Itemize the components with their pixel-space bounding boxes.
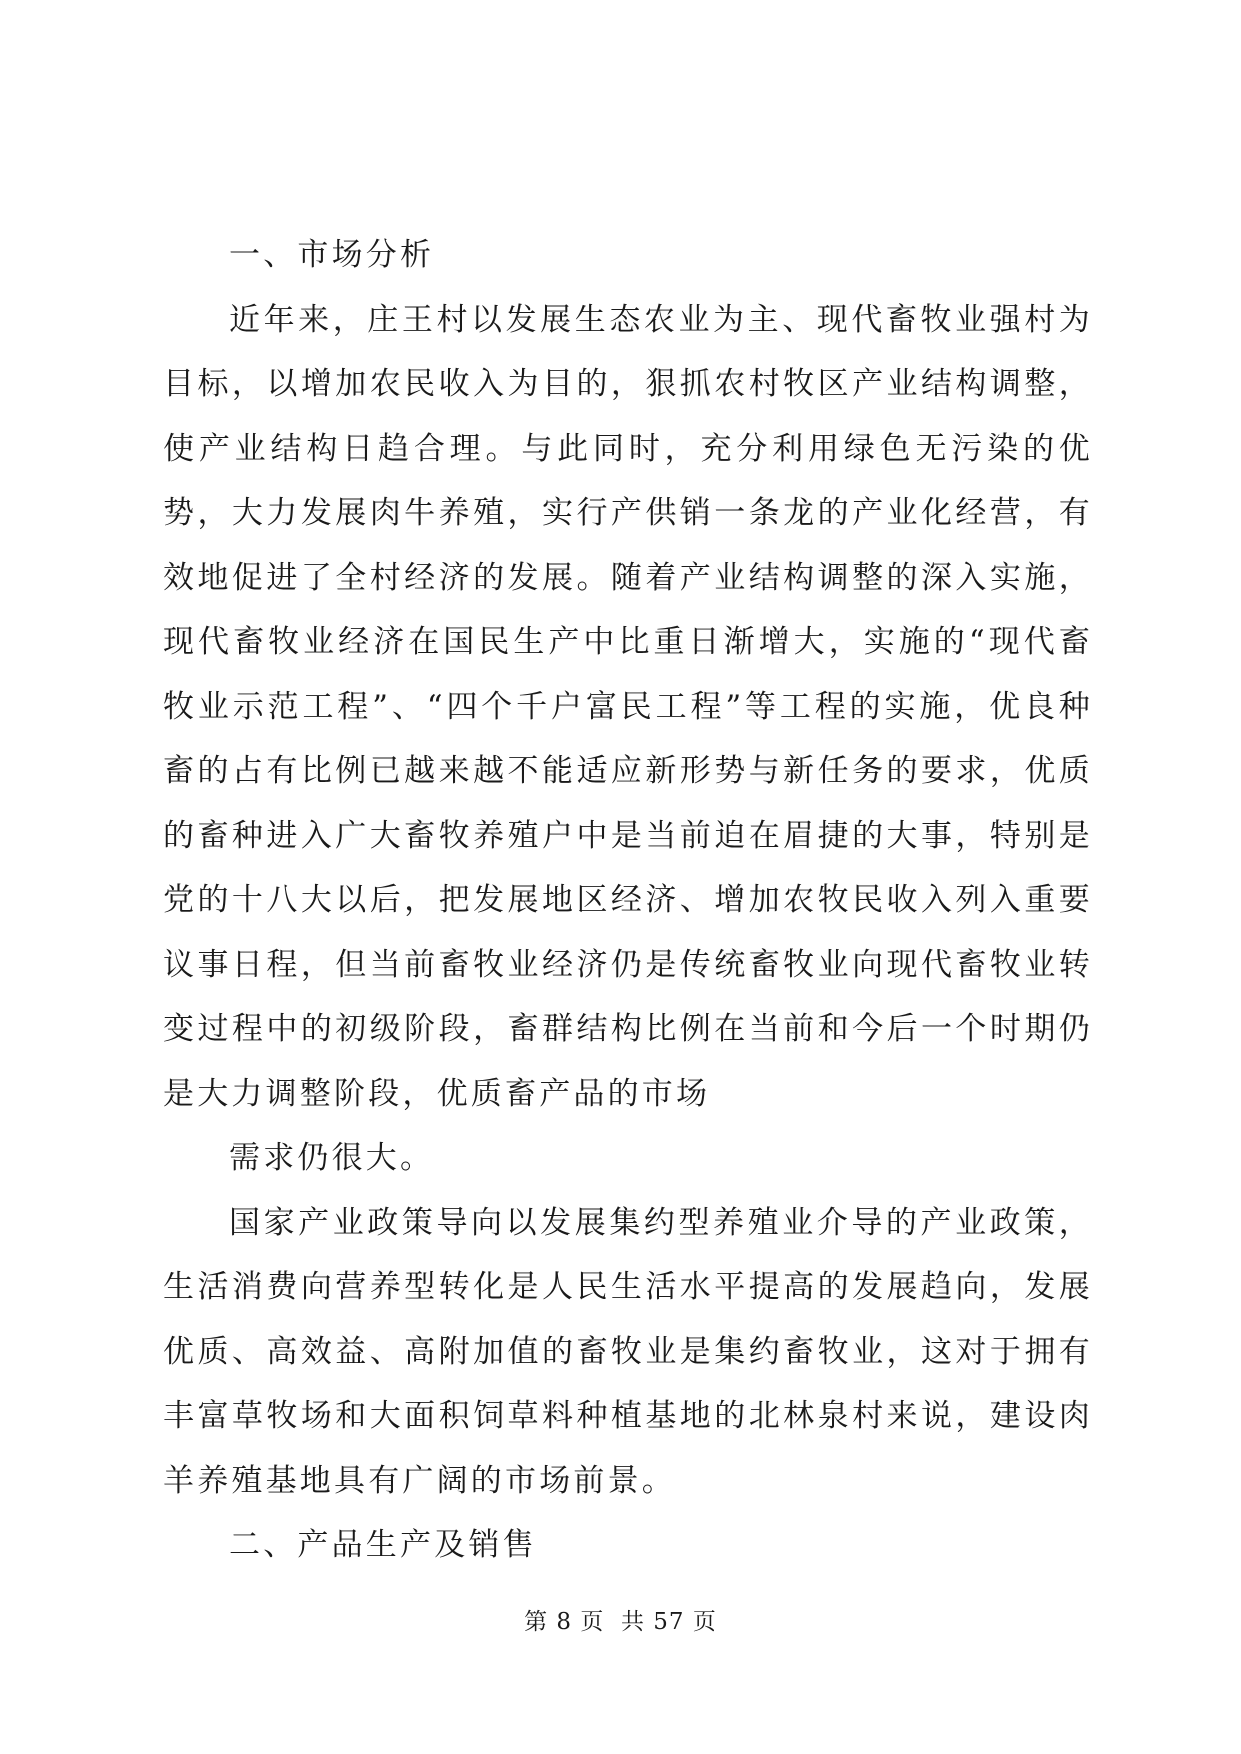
section-heading-market-analysis: 一、市场分析 xyxy=(229,237,435,273)
body-paragraph: 近年来，庄王村以发展生态农业为主、现代畜牧业强村为目标，以增加农民收入为目的，狠抓农村牧区产业结构调整，使产业结构日趋合理。与此同时，充分利用绿色无污染的优势，大力发展肉牛养殖，实行产供销一条龙的产业化经营，有效地促进了全村经济的发展。随着产业结构调整的深入实施，现代畜牧业经济在国民生产中比重日渐增大，实施的“现代畜牧业示范工程”、“四个千户富民工程”等工程的实施，优良种畜的占有比例已越来越不能适应新形势与新任务的要求，优质的畜种进入广大畜牧养殖户中是当前迫在眉捷的大事，特别是党的十八大以后，把发展地区经济、增加农牧民收入列入重要议事日程，但当前畜牧业经济仍是传统畜牧业向现代畜牧业转变过程中的初级阶段，畜群结构比例在当前和今后一个时期仍是大力调整阶段，优质畜产品的市场 xyxy=(163,301,1093,1112)
document-body xyxy=(163,223,1093,1578)
body-paragraph: 需求仍很大。 xyxy=(229,1140,435,1176)
page-number: 第 8 页 共 57 页 xyxy=(524,1609,717,1635)
body-paragraph: 国家产业政策导向以发展集约型养殖业介导的产业政策，生活消费向营养型转化是人民生活水平提高的发展趋向，发展优质、高效益、高附加值的畜牧业是集约畜牧业，这对于拥有丰富草牧场和大面积饲草料种植基地的北林泉村来说，建设肉羊养殖基地具有广阔的市场前景。 xyxy=(163,1204,1093,1499)
page-footer xyxy=(0,1607,1241,1637)
section-heading-production-sales: 二、产品生产及销售 xyxy=(229,1527,537,1563)
